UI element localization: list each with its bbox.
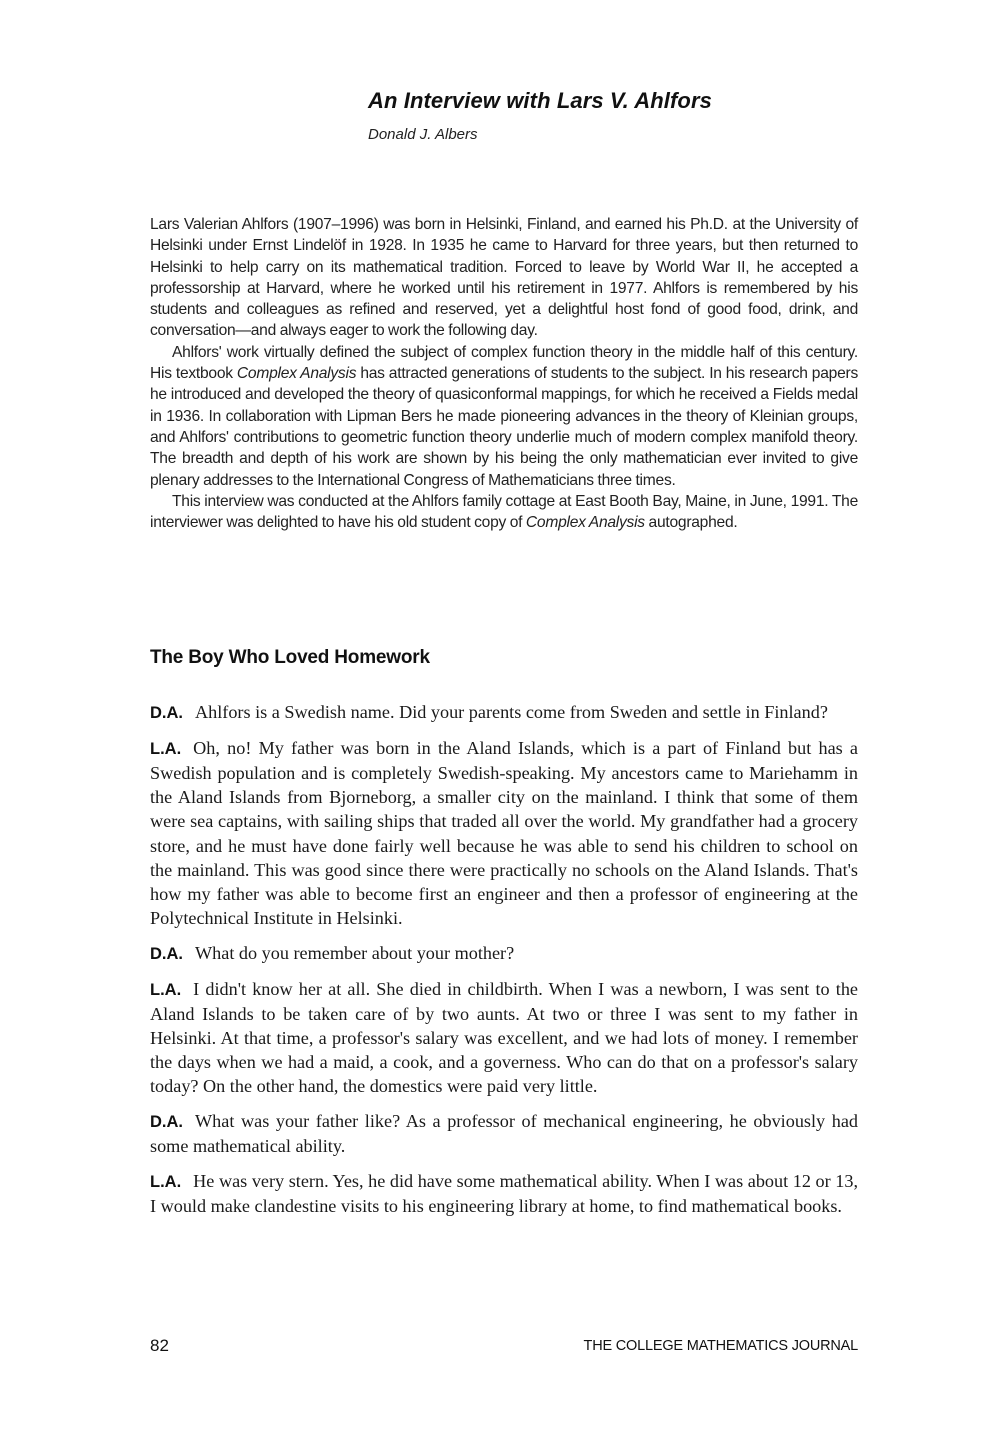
section-heading: The Boy Who Loved Homework: [150, 647, 430, 668]
dialog-text: He was very stern. Yes, he did have some mathematical ability. When I was about 12 or 13, I would make clandestine visits to his engineering library at home, to find mathematical books.: [150, 1170, 858, 1217]
interview-dialog: [150, 700, 858, 1229]
speaker-label: L.A.: [150, 980, 182, 999]
intro-paragraph: [150, 342, 858, 491]
intro-paragraph: [150, 214, 858, 342]
book-title: Complex Analysis: [236, 365, 357, 383]
speaker-label: D.A.: [150, 1113, 183, 1132]
dialog-text: Oh, no! My father was born in the Aland Islands, which is a part of Finland but has a Swedish population and is completely Swedish-speaking. My ancestors came to Mariehamm in the Aland Islands from Bjorneborg, a smaller city on the mainland. I think that some of them were sea captains, with sailing ships that traded all over the world. My grandfather had a grocery store, and he must have done fairly well because he was able to send his children to school on the mainland. This was good since there were practically no schools on the Aland Islands. That's how my father was able to become first an engineer and then a professor of engineering at the Polytechnical Institute in Helsinki.: [150, 737, 858, 929]
page-number: 82: [150, 1336, 169, 1355]
speaker-label: D.A.: [150, 704, 183, 722]
article-title: An Interview with Lars V. Ahlfors: [368, 88, 712, 113]
speaker-label: D.A.: [150, 944, 183, 963]
article-author: Donald J. Albers: [368, 126, 478, 143]
dialog-text: I didn't know her at all. She died in childbirth. When I was a newborn, I was sent to the Aland Islands to be taken care of by two aunts. At two or three I was sent to my father in Helsinki. At that time, a professor's salary was excellent, and we had lots of money. I remember the days when we had a maid, a cook, and a governess. Who can do that on a professor's salary today? On the other hand, the domestics were paid very little.: [150, 978, 858, 1097]
dialog-turn: [150, 941, 858, 966]
dialog-text: What was your father like? As a professor of mechanical engineering, he obviously had some mathematical ability.: [150, 1111, 858, 1157]
speaker-label: L.A.: [150, 1172, 182, 1191]
paragraph-text: has attracted generations of students to the subject. In his research papers he introduced and developed the theory of quasiconformal mappings, for which he received a Fields medal in 1936. In collaboration with Lipman Bers he made pioneering advances in the theory of Kleinian groups, and Ahlfors' contributions to geometric function theory underlie much of modern complex manifold theory. The breadth and depth of his work are shown by his being the only mathematician ever invited to give plenary addresses to the International Congress of Mathematicians three times.: [150, 365, 858, 489]
dialog-turn: [150, 700, 858, 725]
book-title: Complex Analysis: [525, 514, 645, 532]
speaker-label: L.A.: [150, 739, 182, 758]
dialog-turn: [150, 1169, 858, 1218]
paragraph-text: This interview was conducted at the Ahlfors family cottage at East Booth Bay, Maine, in June, 1991. The interviewer was delighted to have his old student copy of: [150, 492, 858, 532]
intro-section: [150, 214, 858, 533]
dialog-turn: [150, 1109, 858, 1158]
paragraph-text: autographed.: [644, 514, 738, 532]
dialog-text: What do you remember about your mother?: [195, 942, 515, 963]
dialog-turn: [150, 977, 858, 1099]
intro-paragraph: [150, 491, 858, 534]
dialog-turn: [150, 736, 858, 931]
dialog-text: Ahlfors is a Swedish name. Did your parents come from Sweden and settle in Finland?: [195, 702, 828, 722]
journal-name: THE COLLEGE MATHEMATICS JOURNAL: [583, 1338, 858, 1354]
paragraph-text: Lars Valerian Ahlfors (1907–1996) was born in Helsinki, Finland, and earned his Ph.D. at the University of Helsinki under Ernst Lindelöf in 1928. In 1935 he came to Harvard for three years, but then returned to Helsinki to help carry on its mathematical tradition. Forced to leave by World War II, he accepted a professorship at Harvard, where he worked until his retirement in 1977. Ahlfors is remembered by his students and colleagues as refined and reserved, yet a delightful host fond of good food, drink, and conversation—and always eager to work the following day.: [150, 216, 858, 340]
paragraph-text: Ahlfors' work virtually defined the subject of complex function theory in the middle half of this century. His textbook: [150, 343, 858, 383]
